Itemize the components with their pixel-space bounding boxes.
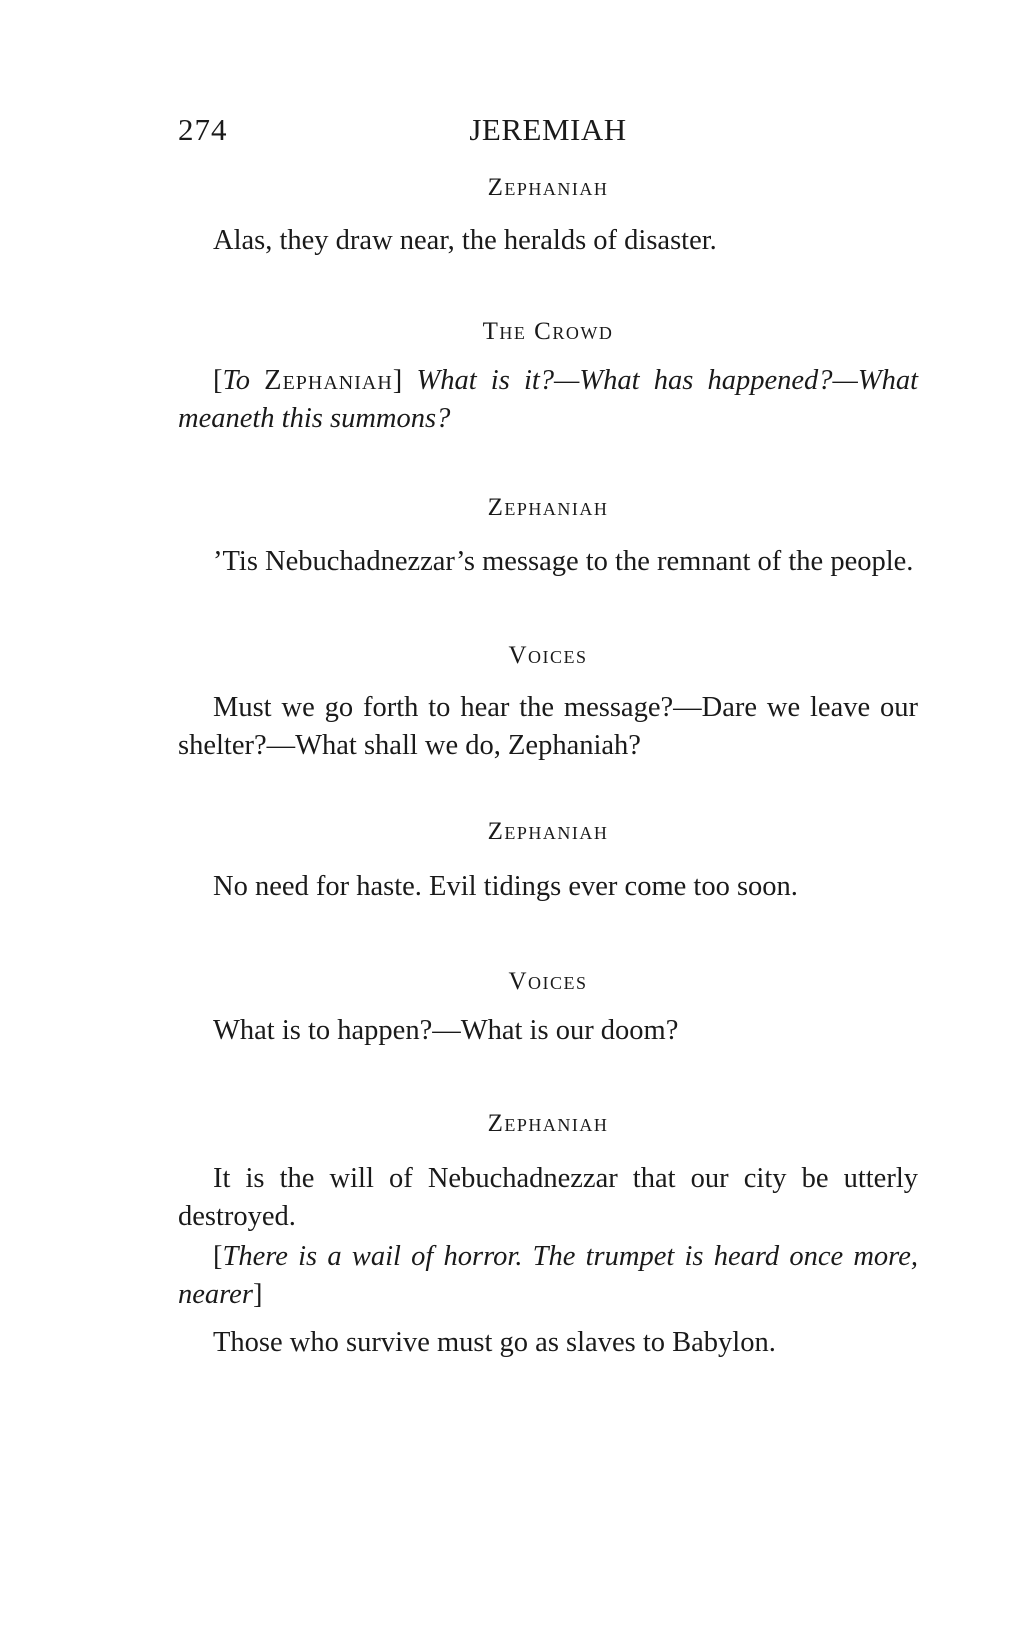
- close-bracket: ]: [252, 1279, 263, 1310]
- speech-text: It is the will of Nebuchadnezzar that our city be utterly destroyed.: [178, 1163, 918, 1232]
- stage-direction: There is a wail of horror. The trumpet is heard once more, nearer: [178, 1241, 918, 1310]
- speaker-name: The Crowd: [482, 318, 614, 345]
- stage-direction: To: [222, 365, 250, 396]
- running-title: JEREMIAH: [469, 112, 627, 147]
- speaker-name: Zephaniah: [487, 818, 609, 845]
- speech-body: What is it?—What has happened?—What meaneth this summons?: [178, 365, 919, 434]
- speech-text: What is to happen?—What is our doom?: [213, 1015, 679, 1046]
- direction-name: Zephaniah: [264, 365, 393, 396]
- speech-text: Must we go forth to hear the message?—Dare we leave our shelter?—What shall we do, Zephaniah?: [178, 692, 918, 761]
- speech-text: ’Tis Nebuchadnezzar’s message to the remnant of the people.: [213, 546, 914, 577]
- page-header: [178, 112, 918, 152]
- speaker-name: Zephaniah: [487, 1110, 609, 1137]
- page-number: 274: [178, 112, 228, 147]
- open-bracket: [: [213, 365, 223, 396]
- open-bracket: [: [213, 1241, 223, 1272]
- speaker-name: Zephaniah: [487, 174, 609, 201]
- speech-text: Alas, they draw near, the heralds of disaster.: [213, 225, 717, 256]
- speech-text: Those who survive must go as slaves to Babylon.: [213, 1327, 776, 1358]
- speech-text: No need for haste. Evil tidings ever come too soon.: [213, 871, 798, 902]
- close-bracket: ]: [392, 365, 403, 396]
- speaker-name: Voices: [508, 642, 588, 669]
- stage-direction-paragraph: [178, 1238, 918, 1314]
- speaker-name: Voices: [508, 968, 588, 995]
- speech-text: [178, 362, 918, 438]
- speaker-name: Zephaniah: [487, 494, 609, 521]
